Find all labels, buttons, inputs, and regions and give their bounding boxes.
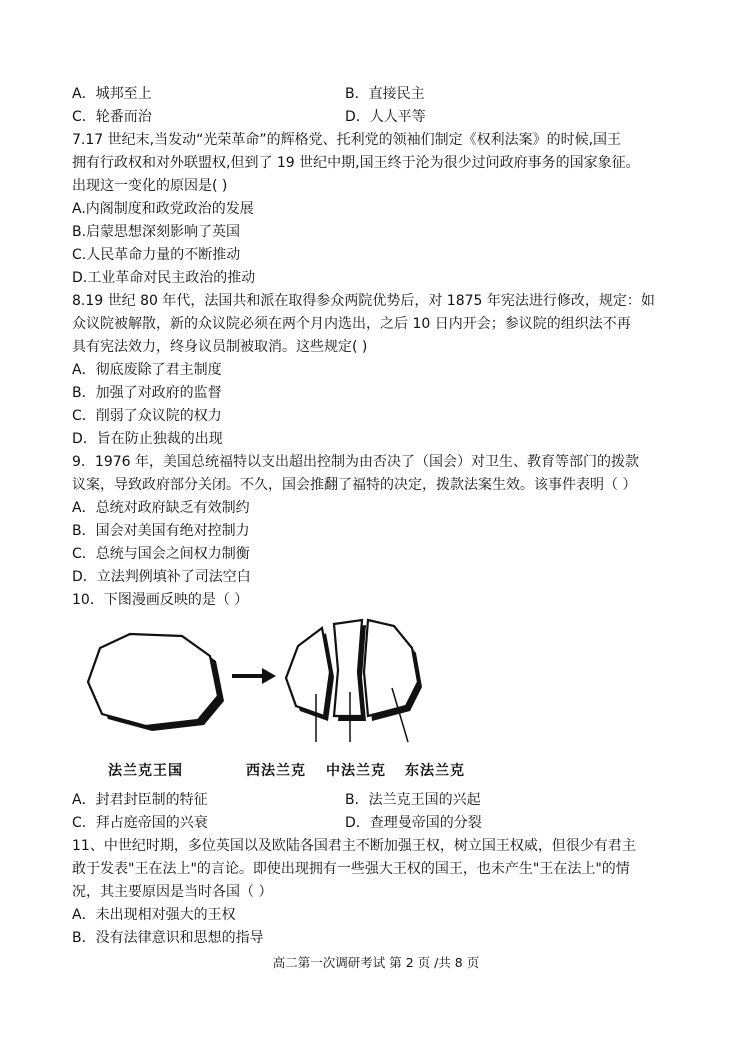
q10-stem: 10．下图漫画反映的是（ ）: [72, 592, 249, 608]
q11-stem-line: 敢于发表"王在法上"的言论。即使出现拥有一些强大王权的国王，也未产生"王在法上"的情: [72, 861, 630, 877]
page-footer: 高二第一次调研考试 第 2 页 /共 8 页: [272, 955, 480, 970]
q9-stem-line: 9．1976 年，美国总统福特以支出超出控制为由否决了（国会）对卫生、教育等部门的拨款: [72, 454, 639, 470]
arrow-head: [262, 668, 276, 684]
q11-stem-line: 11、中世纪时期，多位英国以及欧陆各国君主不断加强王权，树立国王权威，但很少有君主: [72, 838, 636, 854]
west-piece: [286, 628, 330, 716]
q7-option-d: D.工业革命对民主政治的推动: [72, 270, 256, 286]
q8-option-a: A．彻底废除了君主制度: [72, 362, 222, 378]
q10-option-a: A．封君封臣制的特征: [72, 792, 208, 808]
q7-stem-line: 拥有行政权和对外联盟权,但到了 19 世纪中期,国王终于沦为很少过问政府事务的国家象征。: [72, 155, 640, 171]
q6-option-a: A．城邦至上: [72, 86, 152, 102]
q7-option-a: A.内阁制度和政党政治的发展: [72, 201, 254, 217]
q6-option-c: C．轮番而治: [72, 109, 152, 125]
q8-option-d: D．旨在防止独裁的出现: [72, 431, 223, 447]
q10-option-b: B．法兰克王国的兴起: [345, 792, 481, 808]
q8-stem-line: 8.19 世纪 80 年代，法国共和派在取得参众两院优势后，对 1875 年宪法进行修改，规定：如: [72, 293, 655, 309]
kingdom-slab: [88, 634, 218, 726]
q8-stem-line: 众议院被解散，新的众议院必须在两个月内选出，之后 10 日内开会；参议院的组织法不再: [72, 316, 631, 332]
q9-option-d: D．立法判例填补了司法空白: [72, 569, 251, 585]
q9-option-a: A．总统对政府缺乏有效制约: [72, 500, 250, 516]
q11-option-a: A．未出现相对强大的王权: [72, 907, 236, 923]
q9-option-c: C．总统与国会之间权力制衡: [72, 546, 250, 562]
q10-option-d: D．查理曼帝国的分裂: [345, 815, 482, 831]
q7-stem-line: 出现这一变化的原因是( ): [72, 178, 228, 194]
frankish-kingdom-cartoon: [72, 612, 492, 784]
q7-option-c: C.人民革命力量的不断推动: [72, 247, 241, 263]
q10-option-c: C．拜占庭帝国的兴衰: [72, 815, 208, 831]
q6-option-b: B．直接民主: [345, 86, 425, 102]
middle-piece: [334, 620, 362, 716]
caption-east-francia: 东法兰克: [405, 763, 465, 779]
q9-stem-line: 议案，导致政府部分关闭。不久，国会推翻了福特的决定，拨款法案生效。该事件表明（ ）: [72, 477, 637, 493]
q8-stem-line: 具有宪法效力，终身议员制被取消。这些规定( ): [72, 339, 368, 355]
caption-middle-francia: 中法兰克: [326, 763, 386, 779]
caption-west-francia: 西法兰克: [246, 763, 306, 779]
caption-frankish-kingdom: 法兰克王国: [108, 763, 183, 779]
q9-option-b: B．国会对美国有绝对控制力: [72, 523, 250, 539]
q11-option-b: B．没有法律意识和思想的指导: [72, 930, 264, 946]
q8-option-c: C．削弱了众议院的权力: [72, 408, 222, 424]
q7-option-b: B.启蒙思想深刻影响了英国: [72, 224, 241, 240]
q11-stem-line: 况，其主要原因是当时各国（ ）: [72, 884, 273, 900]
q7-stem-line: 7.17 世纪末,当发动“光荣革命”的辉格党、托利党的领袖们制定《权利法案》的时候,国王: [72, 132, 622, 148]
q8-option-b: B．加强了对政府的监督: [72, 385, 222, 401]
q6-option-d: D．人人平等: [345, 109, 426, 125]
